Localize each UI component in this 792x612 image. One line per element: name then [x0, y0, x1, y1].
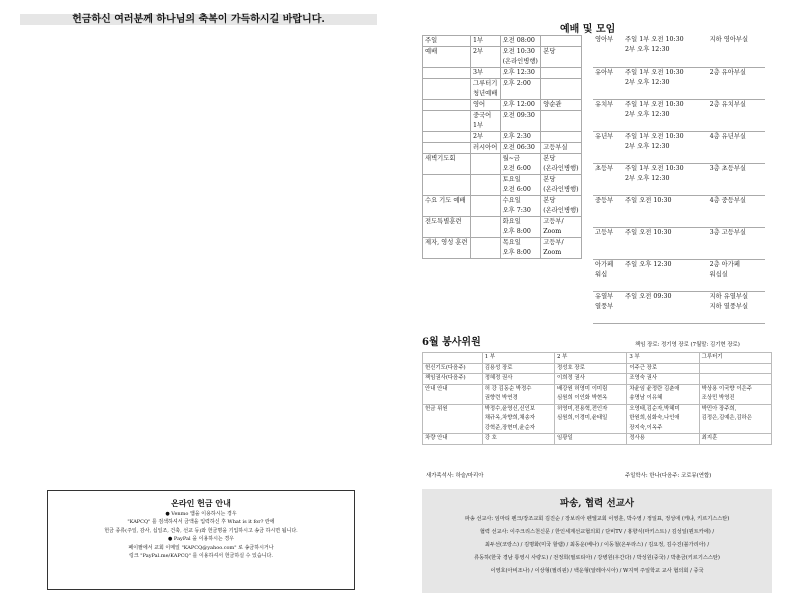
worship-cell: 수요 기도 예배 [423, 196, 471, 217]
service-cell: 박정수,윤영신,신인보 채규옥,차향희,채송자 강혁준,장현미,윤순자 [482, 404, 554, 434]
dept-cell: 아가페 워십 [593, 259, 623, 291]
missionary-line: 협력 선교사: 이주크리스천신문 / 한인세계선교협의회 / 단비TV / 홍향식(마키스트) / 김성일(뮌트카에) / [479, 529, 715, 535]
worship-cell [470, 217, 500, 238]
dept-cell: 주일 오후 12:30 [623, 259, 708, 291]
worship-cell [541, 68, 582, 79]
service-title: 6월 봉사위원 [422, 337, 481, 348]
worship-cell: 본당 (온라인병행) [541, 196, 582, 217]
worship-cell: 예배 [423, 47, 471, 68]
missionary-box [422, 489, 772, 593]
service-cell [699, 363, 771, 374]
worship-cell [541, 79, 582, 100]
worship-cell: 토요일 오전 6:00 [500, 175, 541, 196]
dept-row [593, 291, 765, 323]
service-cell: 정성호 장로 [555, 363, 627, 374]
worship-cell: 새벽기도회 [423, 154, 471, 175]
service-cell: 이희정 권사 [555, 374, 627, 385]
worship-cell: 오전 06:30 [500, 143, 541, 154]
dept-cell: 유아부 [593, 67, 623, 99]
dept-row [593, 67, 765, 99]
worship-cell: 오후 2:30 [500, 132, 541, 143]
service-cell: 차량 안내 [423, 434, 483, 445]
worship-cell [423, 79, 471, 100]
worship-cell [423, 68, 471, 79]
dept-cell: 주일 1부 오전 10:30 2부 오후 12:30 [623, 67, 708, 99]
service-cell: 정혜정 권사 [482, 374, 554, 385]
offering-blessing-banner: 헌금하신 여러분께 하나님의 축복이 가득하시길 바랍니다. [20, 14, 377, 25]
worship-cell: 중국어 1부 [470, 111, 500, 132]
worship-cell: 오전 09:30 [500, 111, 541, 132]
service-note: 책임 장로: 정기영 장로 (7월말: 김기현 장로) [635, 342, 740, 348]
service-cell: 박민아 장주희, 김정은,김예은,김하은 [699, 404, 771, 434]
dept-cell: 4층 중등부실 [708, 195, 765, 227]
online-offering-title: 온라인 헌금 안내 [171, 498, 231, 508]
department-worship-table [593, 35, 765, 324]
dept-cell: 3층 고등부실 [708, 227, 765, 259]
worship-cell [423, 100, 471, 111]
worship-cell: 고등부실 [541, 143, 582, 154]
worship-row [423, 132, 582, 143]
worship-cell: 오전 10:30 (온라인병행) [500, 47, 541, 68]
service-cell: 안내 안내 [423, 384, 483, 404]
worship-cell: 화요일 오후 8:00 [500, 217, 541, 238]
worship-cell: 수요일 오후 7:30 [500, 196, 541, 217]
dept-cell: 2층 아가페 워십실 [708, 259, 765, 291]
service-row [423, 434, 772, 445]
service-cell [699, 374, 771, 385]
missionary-line: 파송 선교사: 임마티 펜크/장조교회 김진순 / 장보리아 펜엘교회 이영훈, 박수영 / 정일표, 정성애 (케냐, 키르기스스탄) [464, 516, 730, 522]
dept-row [593, 163, 765, 195]
worship-cell: 목요일 오후 8:00 [500, 238, 541, 259]
dept-cell: 주일 1부 오전 10:30 2부 오후 12:30 [623, 131, 708, 163]
dept-cell: 영아부 [593, 35, 623, 67]
worship-cell [470, 154, 500, 175]
missionary-line: 류동하(한국 경남 통영시 사량도) / 전정희(필로티아) / 강병원(우간다) / 박성원(중국) / 박춘금(키르기스스탄) [474, 555, 720, 561]
missionary-line: 최두선(코랑스) / 김명화(미국 할램) / 최동운(베나) / 이동철(온두라스) / 김요정, 김수진(블가리아) / [484, 542, 710, 548]
dept-cell: 지하 유열부실 지하 열풍부실 [708, 291, 765, 323]
worship-row [423, 154, 582, 175]
service-cell: 강 호 [482, 434, 554, 445]
service-table [422, 352, 772, 445]
missionary-title: 파송, 협력 선교사 [559, 498, 635, 509]
worship-cell: 오전 08:00 [500, 36, 541, 47]
main-worship-table [422, 35, 582, 259]
dept-cell: 주일 오전 09:30 [623, 291, 708, 323]
worship-cell [423, 132, 471, 143]
service-cell: 차윤임 윤정란 김춘애 송명남 이유혜 [627, 384, 699, 404]
worship-cell [470, 238, 500, 259]
service-header: 2 부 [555, 353, 627, 364]
online-line: 링크 "PayPal.me/KAPCQ" 를 이용하셔서 헌금하실 수 있습니다. [129, 553, 273, 559]
worship-cell [470, 175, 500, 196]
worship-cell: 2부 [470, 47, 500, 68]
dept-cell: 주일 오전 10:30 [623, 195, 708, 227]
worship-row [423, 196, 582, 217]
dept-row [593, 195, 765, 227]
service-row [423, 374, 772, 385]
dept-row [593, 259, 765, 291]
worship-cell [541, 132, 582, 143]
worship-row [423, 36, 582, 47]
service-cell: 박상용 이국향 이은주 조상민 박영진 [699, 384, 771, 404]
worship-row [423, 68, 582, 79]
worship-cell: 주일 [423, 36, 471, 47]
worship-row [423, 175, 582, 196]
worship-cell: 그루터기 청년예배 [470, 79, 500, 100]
worship-row [423, 238, 582, 259]
worship-cell: 월~금 오전 6:00 [500, 154, 541, 175]
dept-cell: 지하 영아부실 [708, 35, 765, 67]
worship-cell [470, 196, 500, 217]
dept-cell: 유년부 [593, 131, 623, 163]
worship-cell: 1부 [470, 36, 500, 47]
service-cell: 허 강 김동순 박정수 권향련 박연경 [482, 384, 554, 404]
service-row [423, 363, 772, 374]
worship-cell: 3부 [470, 68, 500, 79]
worship-cell: 고등부/ Zoom [541, 217, 582, 238]
worship-cell [423, 143, 471, 154]
worship-row [423, 47, 582, 68]
service-cell: 헌신기도(다음주) [423, 363, 483, 374]
worship-row [423, 217, 582, 238]
service-row [423, 384, 772, 404]
worship-cell: 오후 12:30 [500, 68, 541, 79]
worship-cell: 영어 [470, 100, 500, 111]
service-header [423, 353, 483, 364]
service-header-row [423, 353, 772, 364]
dept-cell: 2층 유치부실 [708, 99, 765, 131]
worship-cell: 본당 (온라인병행) [541, 154, 582, 175]
dept-row [593, 227, 765, 259]
dept-cell: 주일 1부 오전 10:30 2부 오후 12:30 [623, 35, 708, 67]
dept-row [593, 131, 765, 163]
service-cell: 정사용 [627, 434, 699, 445]
worship-cell: 오후 2:00 [500, 79, 541, 100]
worship-cell: 오후 12:00 [500, 100, 541, 111]
service-cell: 헌금 위원 [423, 404, 483, 434]
dept-cell: 고등부 [593, 227, 623, 259]
dept-cell: 주일 1부 오전 10:30 2부 오후 12:30 [623, 99, 708, 131]
service-footer-right: 주일학사: 한나(다음주: 코로뮤(연합) [625, 473, 712, 479]
service-header: 1 부 [482, 353, 554, 364]
worship-cell: 전도특별훈련 [423, 217, 471, 238]
service-cell: 임광일 [555, 434, 627, 445]
service-cell: 배강원 허영미 이미림 심원희 이인화 박현옥 [555, 384, 627, 404]
worship-cell [423, 111, 471, 132]
service-cell: 오영태,김순자,박혜미 한원희,심화숙,나인애 장지숙,이옥주 [627, 404, 699, 434]
worship-row [423, 100, 582, 111]
service-cell: 조영숙 권사 [627, 374, 699, 385]
dept-cell: 초등부 [593, 163, 623, 195]
worship-cell: 본당 (온라인병행) [541, 175, 582, 196]
service-cell: 김용성 장로 [482, 363, 554, 374]
service-cell: 이주근 장로 [627, 363, 699, 374]
dept-cell: 주일 1부 오전 10:30 2부 오후 12:30 [623, 163, 708, 195]
dept-row [593, 99, 765, 131]
worship-row [423, 143, 582, 154]
worship-row [423, 79, 582, 100]
service-header: 그루터기 [699, 353, 771, 364]
worship-cell: 2부 [470, 132, 500, 143]
online-line: ● PayPal 을 이용하시는 경우 [167, 536, 235, 542]
worship-cell [541, 36, 582, 47]
service-cell: 최지훈 [699, 434, 771, 445]
online-line: 페이팔에서 교회 이메일 "KAPCQ@yahoo.com" 로 송금하시거나 [128, 544, 274, 551]
service-header: 3 부 [627, 353, 699, 364]
worship-row [423, 111, 582, 132]
worship-cell: 제자, 영성 훈련 [423, 238, 471, 259]
online-offering-box [47, 490, 355, 590]
service-footer-left: 새가족석사: 하슬/마리아 [426, 473, 484, 479]
dept-cell: 4층 유년부실 [708, 131, 765, 163]
dept-cell: 중등부 [593, 195, 623, 227]
missionary-line: 이영호(아비조나) / 이상형(필리핀) / 백운형(알레아시아) / W지역 주일학교 교사 협의회 / 중국 [490, 568, 704, 574]
dept-cell: 3층 초등부실 [708, 163, 765, 195]
worship-cell [541, 111, 582, 132]
dept-cell: 유열부 열풍부 [593, 291, 623, 323]
worship-cell: 고등부/ Zoom [541, 238, 582, 259]
worship-cell: 본당 [541, 47, 582, 68]
online-line: 헌금 종류(주일, 감사, 십일조, 건축, 선교 등)와 헌금명을 기입하시고 송금 하시면 됩니다. [104, 527, 298, 534]
worship-cell: 양순관 [541, 100, 582, 111]
dept-row [593, 35, 765, 67]
service-cell: 허영미,전용혁,전인자 심원희,이경미,윤태일 [555, 404, 627, 434]
worship-cell: 러시아어 [470, 143, 500, 154]
online-line: ● Venmo 앱을 이용하시는 경우 [165, 510, 237, 517]
dept-cell: 2층 유아부실 [708, 67, 765, 99]
service-row [423, 404, 772, 434]
worship-cell [423, 175, 471, 196]
service-cell: 책임권사(다음주) [423, 374, 483, 385]
dept-cell: 주일 오전 10:30 [623, 227, 708, 259]
worship-title: 예배 및 모임 [560, 24, 616, 35]
online-line: "KAPCQ" 를 검색하셔서 금액을 입력하신 후 What is it for? 란에 [127, 519, 275, 525]
dept-cell: 유치부 [593, 99, 623, 131]
